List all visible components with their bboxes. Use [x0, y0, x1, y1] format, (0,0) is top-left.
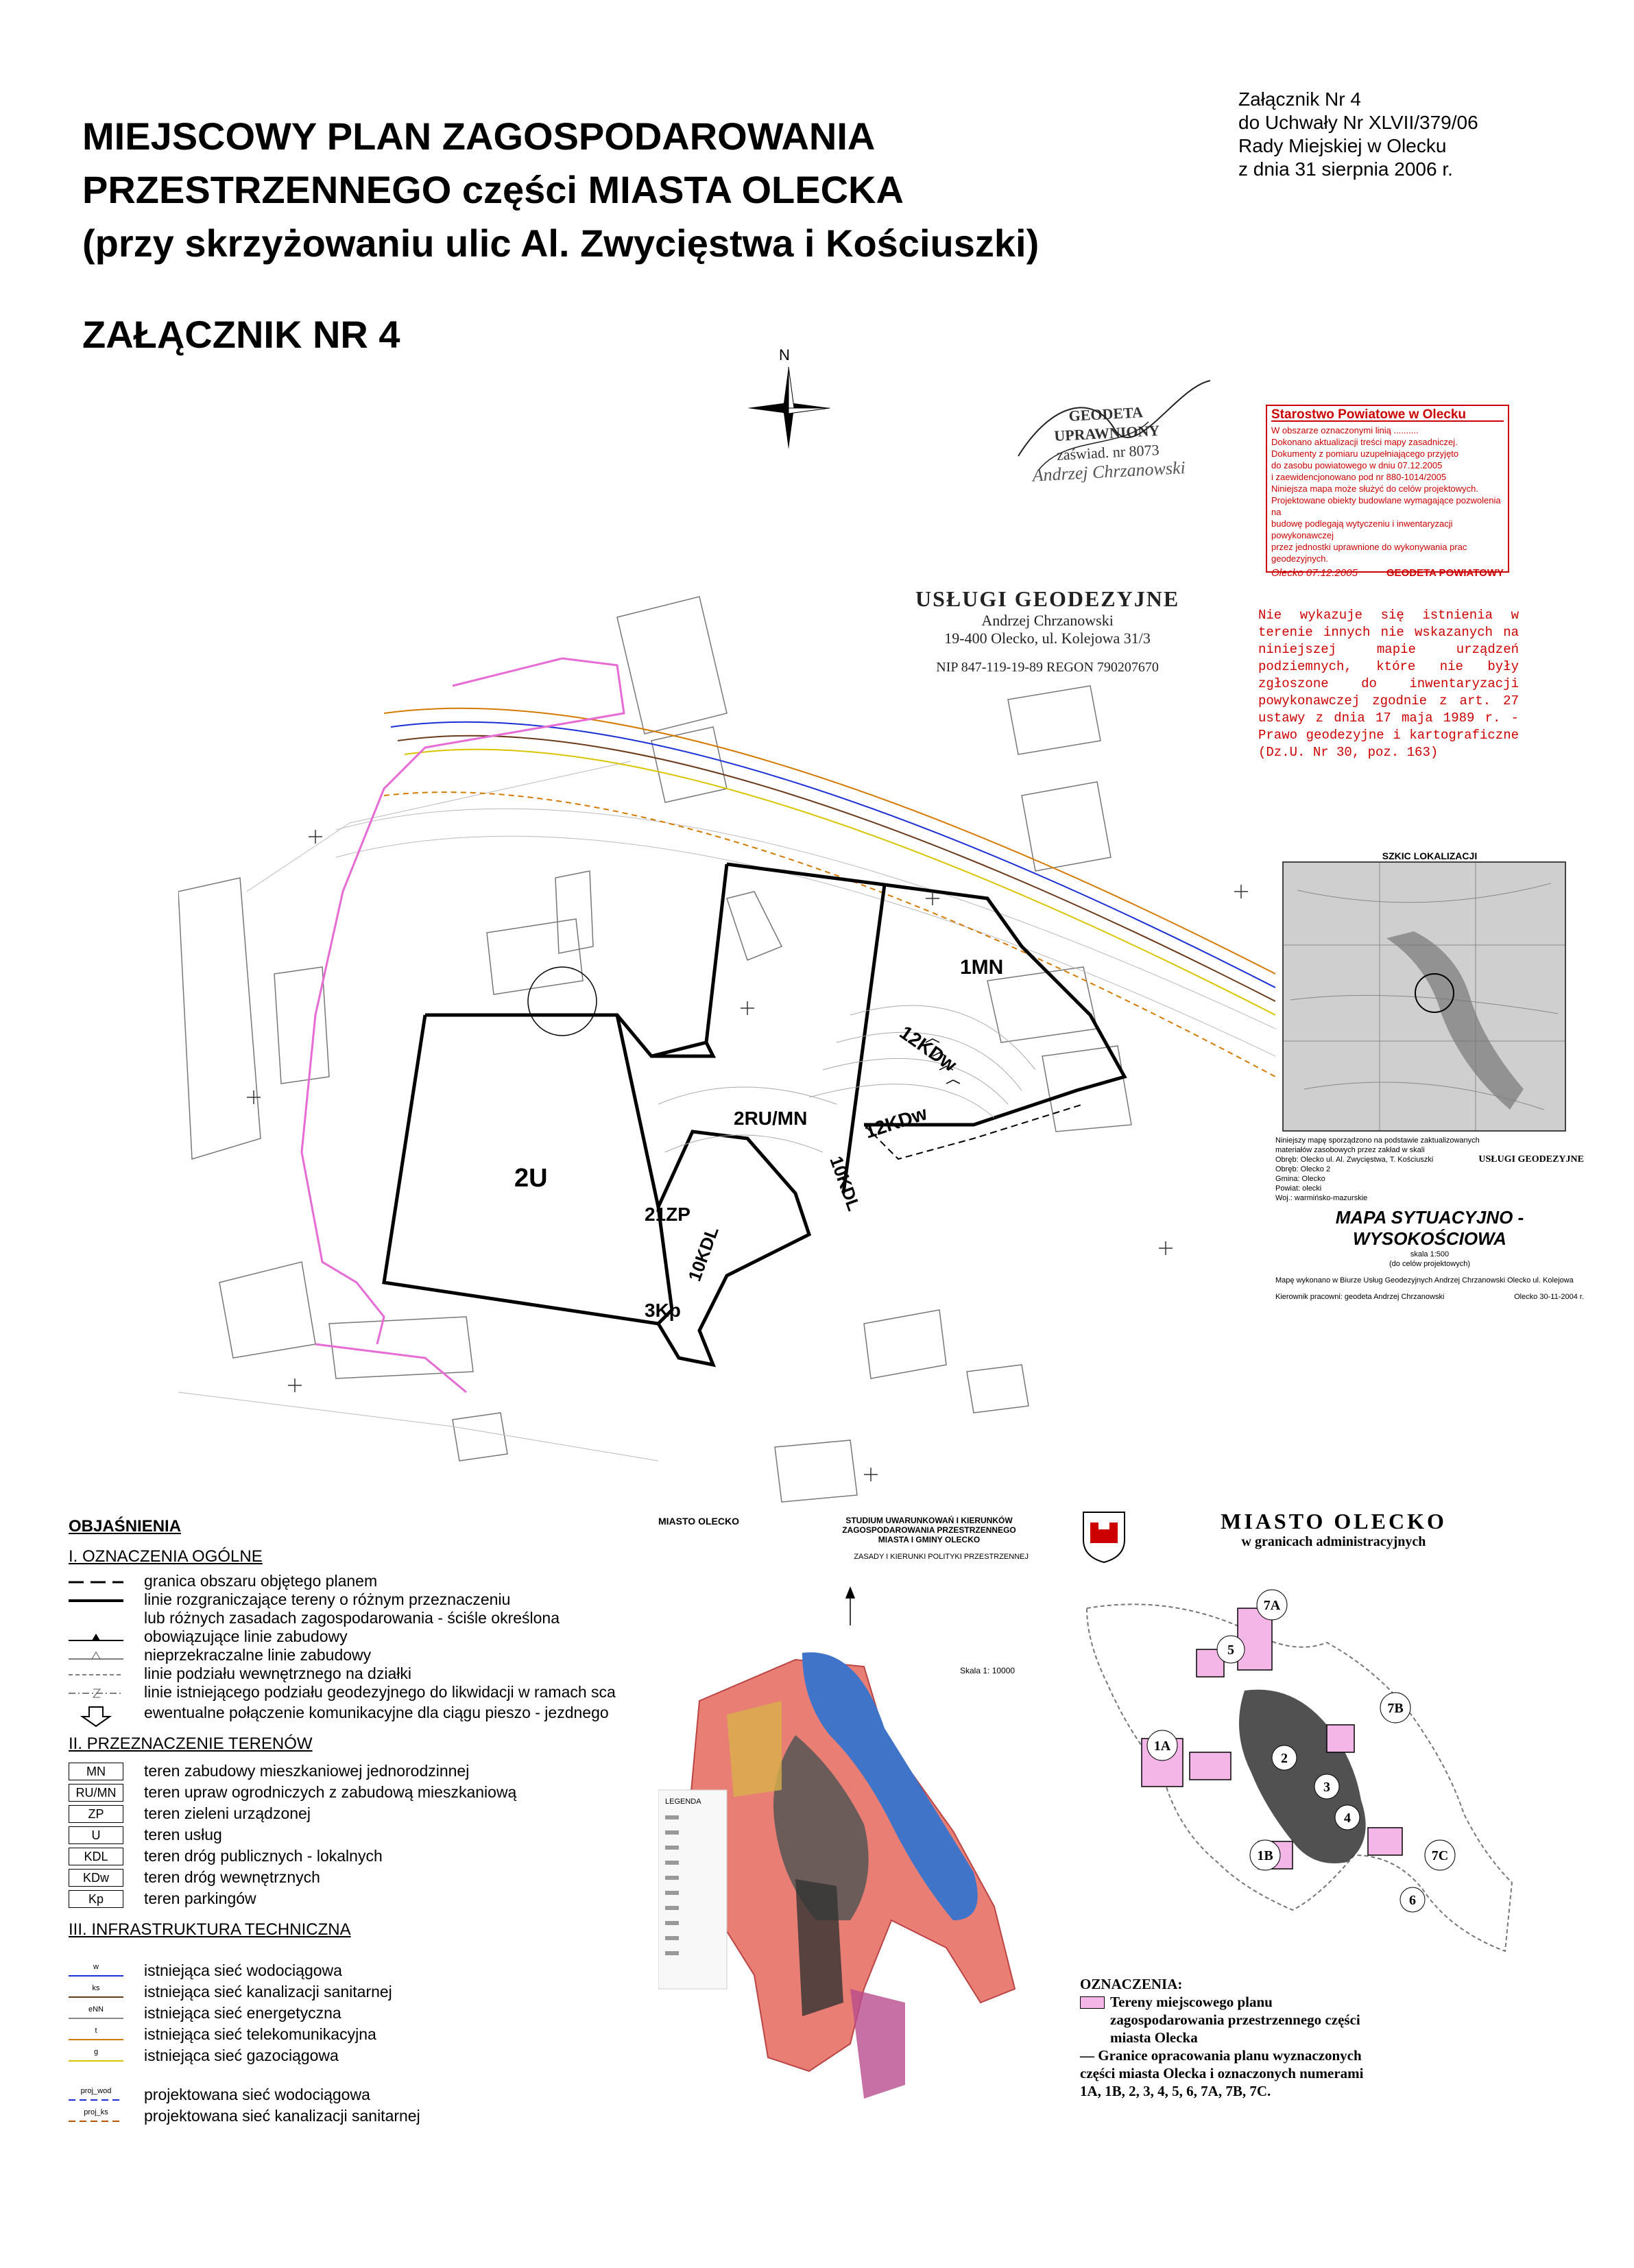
study-sub: ZASADY I KIERUNKI POLITYKI PRZESTRZENNEJ	[854, 1553, 1029, 1561]
area-label: 2	[1281, 1751, 1288, 1766]
arrow-down-icon	[69, 1706, 123, 1719]
coat-of-arms-icon	[1080, 1509, 1128, 1564]
zone-label-10kdl-a: 10KDL	[826, 1153, 865, 1214]
zone-code: Kp	[69, 1890, 123, 1908]
zone-label-12kdw-a: 12KDw	[896, 1021, 961, 1076]
infra-line	[69, 2039, 123, 2040]
boundary-dashed-symbol	[69, 1575, 123, 1588]
zone-label-21zp: 21ZP	[645, 1204, 690, 1225]
zone-label-1mn: 1MN	[960, 956, 1004, 979]
projected-tag: proj_ks	[84, 2108, 108, 2116]
zone-label-12kdw-b: 12KDw	[862, 1102, 930, 1143]
city-subtitle: w granicach administracyjnych	[1241, 1534, 1426, 1549]
loc-date: Olecko 30-11-2004 r.	[1514, 1293, 1584, 1301]
infra-tag: t	[95, 2026, 97, 2035]
office-line-3: 19-400 Olecko, ul. Kolejowa 31/3	[944, 630, 1151, 647]
study-header-right: STUDIUM UWARUNKOWAŃ I KIERUNKÓW ZAGOSPODAROWANIA PRZESTRZENNEGO MIASTA I GMINY OLECKO	[842, 1516, 1016, 1544]
zone-label: teren dróg publicznych - lokalnych	[144, 1847, 383, 1865]
starostwo-line: Dokonano aktualizacji treści mapy zasadniczej.	[1271, 437, 1458, 447]
city-ozn-1: Tereny miejscowego planu zagospodarowania przestrzennego części miasta Olecka	[1110, 1994, 1360, 2046]
zone-label-2u: 2U	[514, 1164, 548, 1193]
zone-code: RU/MN	[69, 1784, 123, 1802]
area-label: 5	[1227, 1643, 1234, 1658]
infra-symbol	[69, 1984, 123, 2001]
loc-text: materiałów zasobowych przez zakład w skali	[1275, 1146, 1425, 1154]
legend-general-item: linie istniejącego podziału geodezyjnego do likwidacji w ramach sca	[144, 1683, 616, 1701]
starostwo-line: W obszarze oznaczonymi linią ..........	[1271, 425, 1419, 435]
study-scale: Skala 1: 10000	[960, 1666, 1016, 1675]
annex-line-1: Załącznik Nr 4	[1238, 88, 1361, 110]
legend	[69, 1517, 658, 2127]
infra-tag: g	[93, 2047, 99, 2056]
legend-section-2: II. PRZEZNACZENIE TERENÓW	[69, 1734, 313, 1753]
projected-symbol	[69, 2087, 123, 2103]
loc-office: USŁUGI GEODEZYJNE	[1478, 1154, 1584, 1165]
loc-text: Obręb: Olecko ul. Al. Zwycięstwa, T. Kościuszki	[1275, 1156, 1434, 1164]
location-panel	[1275, 850, 1584, 1302]
north-label: N	[779, 346, 790, 363]
mandatory-building-line-symbol	[69, 1630, 123, 1644]
area-label: 7A	[1263, 1598, 1281, 1613]
study-legend-label: LEGENDA	[665, 1798, 701, 1806]
red-note: Nie wykazuje się istnienia w terenie innych nie wskazanych na niniejszej mapie urządzeń podziemnych, które nie były zgłoszone do inwentaryzacji powykonawczej zgodnie z art. 27 ustawy z dnia 17 maja 1989 r. - Prawo geodezyjne i kartograficzne (Dz.U. Nr 30, poz. 163)	[1258, 608, 1519, 760]
loc-scale: skala 1:500	[1410, 1250, 1450, 1258]
zone-label-3kp: 3Kp	[645, 1300, 681, 1321]
loc-completed: Mapę wykonano w Biurze Usług Geodezyjnych Andrzej Chrzanowski Olecko ul. Kolejowa	[1275, 1276, 1574, 1285]
zone-label: teren zieleni urządzonej	[144, 1804, 311, 1822]
north-arrow-icon	[737, 346, 840, 463]
building-line-symbol	[69, 1649, 123, 1662]
infra-tag: eNN	[88, 2005, 104, 2014]
starostwo-line: przez jednostki uprawnione do wykonywania prac geodezyjnych.	[1271, 542, 1467, 564]
infra-line	[69, 1975, 123, 1977]
loc-text: Woj.: warmińsko-mazurskie	[1275, 1194, 1368, 1202]
legend-section-3: III. INFRASTRUKTURA TECHNICZNA	[69, 1920, 351, 1939]
legend-general-item: nieprzekraczalne linie zabudowy	[144, 1646, 372, 1664]
zone-label-10kdl-b: 10KDL	[684, 1223, 723, 1285]
infra-symbol	[69, 1963, 123, 1979]
annex-line-2: do Uchwały Nr XLVII/379/06	[1238, 112, 1478, 133]
infra-label: istniejąca sieć telekomunikacyjna	[144, 2025, 376, 2043]
infra-line	[69, 2060, 123, 2062]
title-line-3: (przy skrzyżowaniu ulic Al. Zwycięstwa i Kościuszki)	[82, 222, 1040, 265]
legend-general-item: linie podziału wewnętrznego na działki	[144, 1664, 411, 1682]
starostwo-line: i zaewidencjonowano pod nr 880-1014/2005	[1271, 472, 1447, 482]
area-label: 6	[1409, 1893, 1416, 1908]
legend-general-item: ewentualne połączenie komunikacyjne dla ciągu pieszo - jezdnego	[144, 1703, 609, 1721]
area-label: 7C	[1431, 1848, 1449, 1863]
infra-symbol	[69, 2005, 123, 2022]
projected-label: projektowana sieć kanalizacji sanitarnej	[144, 2107, 420, 2125]
area-label: 1A	[1153, 1739, 1171, 1754]
attachment-title: ZAŁĄCZNIK NR 4	[82, 313, 400, 356]
zone-label: teren usług	[144, 1826, 222, 1843]
title-line-2: PRZESTRZENNEGO części MIASTA OLECKA	[82, 168, 904, 211]
infra-label: istniejąca sieć gazociągowa	[144, 2046, 339, 2064]
legend-general-item: granica obszaru objętego planem	[144, 1572, 378, 1590]
location-sketch	[1282, 861, 1566, 1132]
zone-code: MN	[69, 1763, 123, 1780]
legend-general-item: linie rozgraniczające tereny o różnym przeznaczeniu	[144, 1590, 511, 1608]
infra-tag: ks	[92, 1983, 100, 1992]
annex-note	[1238, 88, 1478, 181]
infra-symbol	[69, 2027, 123, 2043]
starostwo-line: Dokumenty z pomiaru uzupełniającego przyjęto	[1271, 449, 1459, 459]
loc-map-title: MAPA SYTUACYJNO - WYSOKOŚCIOWA	[1335, 1207, 1524, 1249]
area-label: 3	[1323, 1780, 1330, 1795]
zone-label-2rumn: 2RU/MN	[734, 1108, 808, 1129]
boundary-solid-symbol	[69, 1593, 123, 1607]
projected-line	[69, 2121, 123, 2122]
signature-scribble	[1011, 374, 1217, 477]
loc-purpose: (do celów projektowych)	[1389, 1260, 1470, 1268]
study-map	[658, 1516, 1029, 2133]
starostwo-line: Projektowane obiekty budowlane wymagające pozwolenia na	[1271, 495, 1501, 517]
zone-code: ZP	[69, 1805, 123, 1823]
location-title: SZKIC LOKALIZACJI	[1382, 850, 1478, 861]
infra-label: istniejąca sieć energetyczna	[144, 2004, 341, 2022]
infra-symbol	[69, 2048, 123, 2064]
office-line-1: USŁUGI GEODEZYJNE	[915, 586, 1180, 611]
starostwo-signoff: GEODETA POWIATOWY	[1386, 567, 1504, 579]
city-map	[1066, 1502, 1539, 2153]
starostwo-line: budowę podlegają wytyczeniu i inwentaryzacji powykonawczej	[1271, 518, 1453, 540]
title-line-1: MIEJSCOWY PLAN ZAGOSPODAROWANIA	[82, 115, 876, 158]
starostwo-line: Niniejsza mapa może służyć do celów projektowych.	[1271, 484, 1479, 494]
geodeta-line-2: zaświad. nr 8073	[1056, 441, 1160, 464]
city-title: MIASTO OLECKO	[1221, 1509, 1447, 1533]
area-label: 4	[1344, 1811, 1351, 1826]
infra-line	[69, 2018, 123, 2019]
plot-division-symbol	[69, 1667, 123, 1681]
legend-general-item: lub różnych zasadach zagospodarowania - ściśle określona	[144, 1609, 560, 1627]
starostwo-date: Olecko 07.12.2005	[1271, 567, 1358, 579]
infra-line	[69, 1996, 123, 1998]
projected-label: projektowana sieć wodociągowa	[144, 2086, 370, 2103]
starostwo-stamp	[1266, 405, 1509, 579]
loc-text: Gmina: Olecko	[1275, 1175, 1325, 1183]
infra-label: istniejąca sieć wodociągowa	[144, 1961, 342, 1979]
liquidation-line-symbol	[69, 1686, 123, 1699]
starostwo-line: do zasobu powiatowego w dniu 07.12.2005	[1271, 460, 1443, 470]
zone-label: teren upraw ogrodniczych z zabudową mieszkaniową	[144, 1783, 517, 1801]
legend-title: OBJAŚNIENIA	[69, 1517, 182, 1536]
pink-area-swatch	[1080, 1996, 1105, 2009]
zone-code: KDw	[69, 1869, 123, 1887]
zone-code: U	[69, 1826, 123, 1844]
area-label: 1B	[1257, 1848, 1273, 1863]
projected-symbol	[69, 2108, 123, 2125]
loc-text: Obręb: Olecko 2	[1275, 1165, 1331, 1173]
office-line-2: Andrzej Chrzanowski	[981, 612, 1114, 629]
office-line-4: NIP 847-119-19-89 REGON 790207670	[936, 660, 1159, 675]
zone-code: KDL	[69, 1848, 123, 1865]
geodeta-line-1: GEODETA UPRAWNIONY	[1053, 403, 1160, 445]
loc-text: Niniejszy mapę sporządzono na podstawie zaktualizowanych	[1275, 1136, 1480, 1145]
study-header-left: MIASTO OLECKO	[658, 1516, 739, 1527]
zone-label: teren zabudowy mieszkaniowej jednorodzinnej	[144, 1762, 470, 1780]
city-ozn-2: — Granice opracowania planu wyznaczonych części miasta Olecka i oznaczonych numerami 1A, 1B, 2, 3, 4, 5, 6, 7A, 7B, 7C.	[1080, 2047, 1364, 2099]
loc-text: Powiat: olecki	[1275, 1184, 1322, 1193]
area-label: 7B	[1387, 1701, 1404, 1716]
projected-tag: proj_wod	[80, 2086, 112, 2095]
annex-line-4: z dnia 31 sierpnia 2006 r.	[1238, 158, 1453, 180]
geodeta-signature: Andrzej Chrzanowski	[1031, 457, 1186, 486]
projected-line	[69, 2099, 123, 2101]
city-ozn-title: OZNACZENIA:	[1080, 1976, 1183, 1992]
legend-general-item: obowiązujące linie zabudowy	[144, 1627, 348, 1645]
site-map	[178, 535, 1275, 1516]
infra-label: istniejąca sieć kanalizacji sanitarnej	[144, 1983, 392, 2001]
plan-title	[82, 110, 1039, 270]
loc-manager: Kierownik pracowni: geodeta Andrzej Chrzanowski	[1275, 1293, 1445, 1301]
infra-tag: w	[93, 1962, 99, 1971]
zone-label: teren parkingów	[144, 1889, 256, 1907]
zone-label: teren dróg wewnętrznych	[144, 1868, 320, 1886]
legend-section-1: I. OZNACZENIA OGÓLNE	[69, 1547, 263, 1566]
annex-line-3: Rady Miejskiej w Olecku	[1238, 135, 1447, 156]
starostwo-header: Starostwo Powiatowe w Olecku	[1271, 409, 1504, 422]
